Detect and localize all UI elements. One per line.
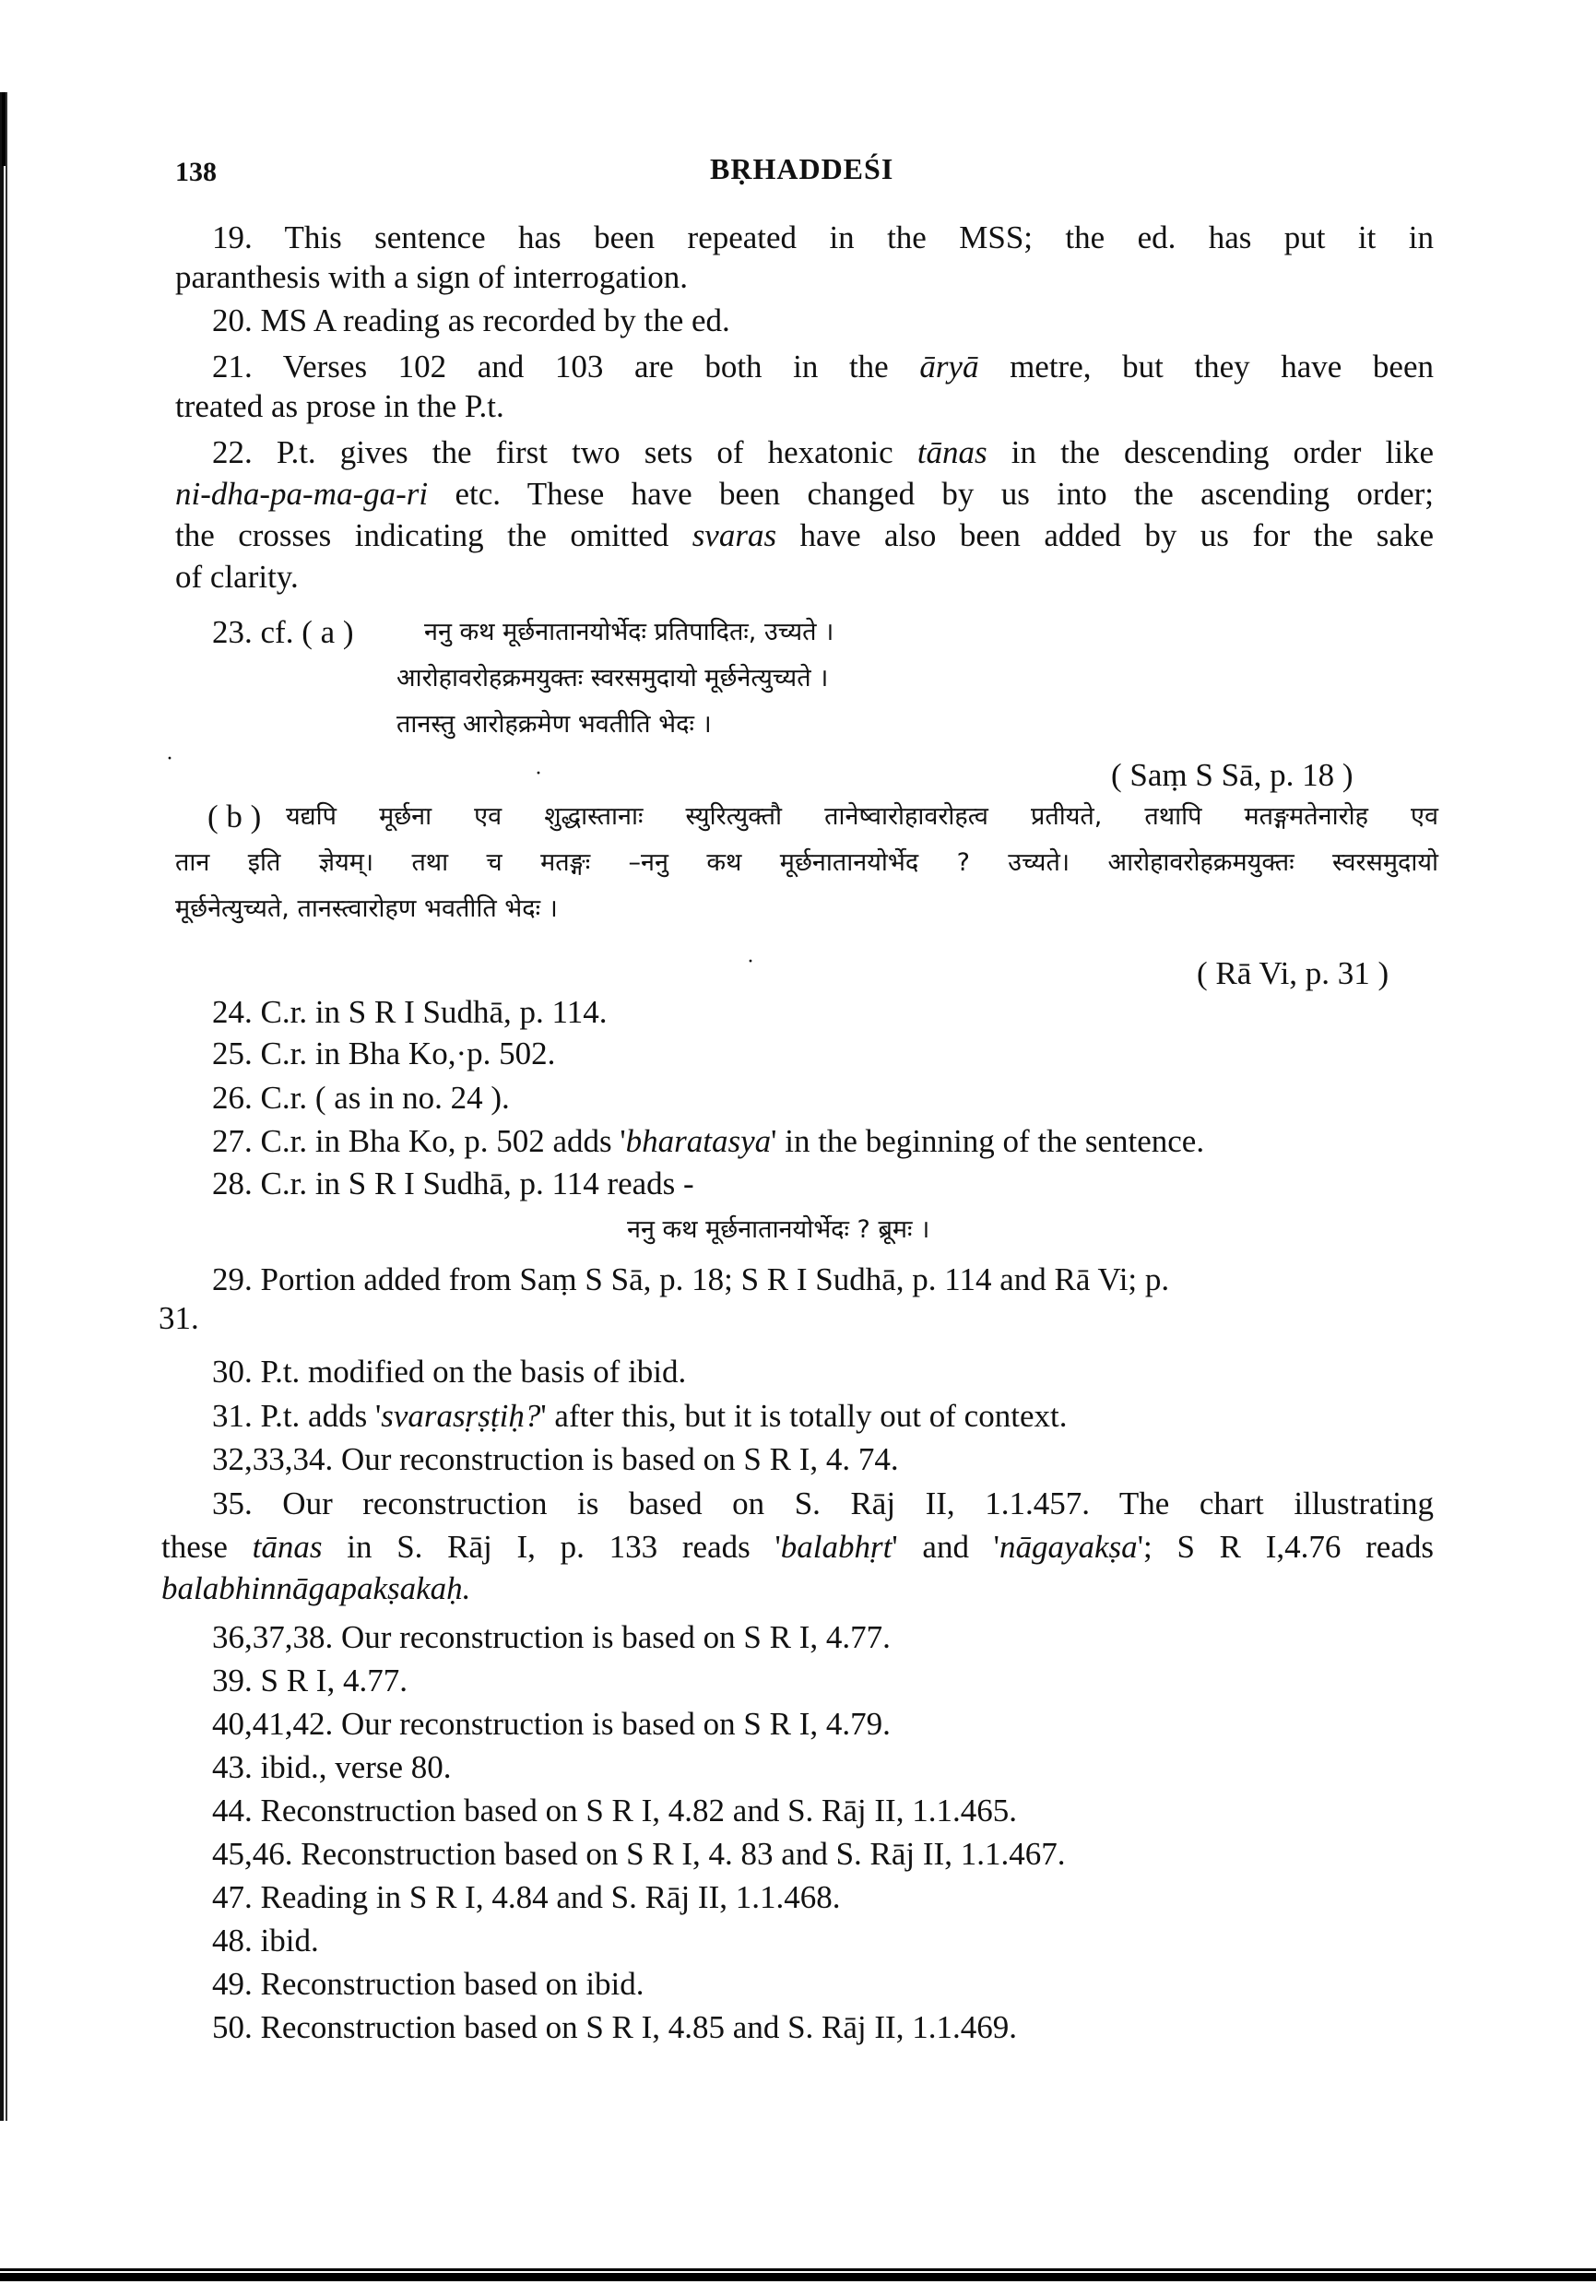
note-23-sanskrit-b-1: यद्यपि मूर्छना एव शुद्धास्तानाः स्युरित्युक्तौ तानेष्वारोहावरोहत्व प्रतीयते, तथापि मतङ्गमतेनारोह एव — [286, 802, 1438, 831]
note-35-line-3: balabhinnāgapakṣakaḥ. — [161, 1570, 471, 1606]
speck: · — [747, 950, 754, 974]
note-22-line-1: 22. P.t. gives the first two sets of hexatonic tānas in the descending order like — [212, 434, 1434, 470]
note-19-line-1: 19. This sentence has been repeated in the MSS; the ed. has put it in — [212, 219, 1434, 255]
note-21-line-2: treated as prose in the P.t. — [175, 388, 504, 424]
note-44: 44. Reconstruction based on S R I, 4.82 and S. Rāj II, 1.1.465. — [212, 1793, 1017, 1829]
note-21-line-1: 21. Verses 102 and 103 are both in the āryā metre, but they have been — [212, 349, 1434, 385]
note-29-line-2: 31. — [159, 1300, 199, 1336]
note-23-citation-b: ( Rā Vi, p. 31 ) — [1197, 955, 1389, 991]
note-30: 30. P.t. modified on the basis of ibid. — [212, 1354, 687, 1390]
note-25: 25. C.r. in Bha Ko,·p. 502. — [212, 1036, 556, 1071]
note-22-line-2: ni-dha-pa-ma-ga-ri etc. These have been changed by us into the ascending order; — [175, 476, 1434, 512]
note-23-sanskrit-a-1: ननु कथ मूर्छनातानयोर्भेदः प्रतिपादितः, उच्यते । — [424, 618, 834, 646]
note-26: 26. C.r. ( as in no. 24 ). — [212, 1080, 510, 1116]
note-49: 49. Reconstruction based on ibid. — [212, 1966, 644, 2002]
note-22-line-3: the crosses indicating the omitted svaras have also been added by us for the sake — [175, 517, 1434, 553]
bottom-scan-border — [0, 2268, 1596, 2281]
note-23-citation-a: ( Saṃ S Sā, p. 18 ) — [1111, 757, 1354, 793]
speck: · — [535, 762, 542, 786]
note-31: 31. P.t. adds 'svarasṛṣṭiḥ?' after this, but it is totally out of context. — [212, 1398, 1068, 1434]
scan-edge-mark — [2, 92, 6, 166]
scan-edge-left — [0, 92, 9, 2121]
note-45: 45,46. Reconstruction based on S R I, 4. 83 and S. Rāj II, 1.1.467. — [212, 1836, 1066, 1872]
page-number: 138 — [175, 157, 217, 187]
note-23-label-b: ( b ) — [207, 799, 262, 834]
note-23-label-a: 23. cf. ( a ) — [212, 614, 354, 650]
note-32: 32,33,34. Our reconstruction is based on S R I, 4. 74. — [212, 1441, 899, 1477]
note-23-sanskrit-a-3: तानस्तु आरोहक्रमेण भवतीति भेदः । — [396, 710, 712, 739]
note-23-sanskrit-b-3: मूर्छनेत्युच्यते, तानस्त्वारोहण भवतीति भेदः । — [175, 894, 558, 923]
note-36: 36,37,38. Our reconstruction is based on S R I, 4.77. — [212, 1619, 891, 1655]
note-28: 28. C.r. in S R I Sudhā, p. 114 reads - — [212, 1166, 694, 1201]
note-23-sanskrit-b-2: तान इति ज्ञेयम्। तथा च मतङ्गः –ननु कथ मूर्छनातानयोर्भेद ? उच्यते। आरोहावरोहक्रमयुक्तः स्वरसमुदायो — [175, 848, 1438, 877]
speck: · — [166, 747, 173, 771]
note-40: 40,41,42. Our reconstruction is based on S R I, 4.79. — [212, 1706, 891, 1742]
note-19-line-2: paranthesis with a sign of interrogation. — [175, 259, 688, 295]
note-39: 39. S R I, 4.77. — [212, 1663, 408, 1698]
note-35-line-2: these tānas in S. Rāj I, p. 133 reads 'balabhṛt' and 'nāgayakṣa'; S R I,4.76 reads — [161, 1529, 1434, 1565]
note-47: 47. Reading in S R I, 4.84 and S. Rāj II, 1.1.468. — [212, 1879, 841, 1915]
note-50: 50. Reconstruction based on S R I, 4.85 and S. Rāj II, 1.1.469. — [212, 2009, 1017, 2045]
note-24: 24. C.r. in S R I Sudhā, p. 114. — [212, 994, 608, 1030]
note-48: 48. ibid. — [212, 1923, 319, 1959]
note-27: 27. C.r. in Bha Ko, p. 502 adds 'bharatasya' in the beginning of the sentence. — [212, 1123, 1205, 1159]
note-29-line-1: 29. Portion added from Saṃ S Sā, p. 18; S R I Sudhā, p. 114 and Rā Vi; p. — [212, 1261, 1170, 1297]
note-22-line-4: of clarity. — [175, 559, 299, 595]
note-20: 20. MS A reading as recorded by the ed. — [212, 302, 730, 338]
note-43: 43. ibid., verse 80. — [212, 1749, 452, 1785]
note-28-sanskrit: ननु कथ मूर्छनातानयोर्भेदः ? ब्रूमः । — [627, 1215, 930, 1244]
note-35-line-1: 35. Our reconstruction is based on S. Rāj II, 1.1.457. The chart illustrating — [212, 1485, 1434, 1521]
note-23-sanskrit-a-2: आरोहावरोहक्रमयुक्तः स्वरसमुदायो मूर्छनेत्युच्यते । — [396, 664, 829, 692]
running-head: BṚHADDEŚI — [710, 152, 894, 185]
